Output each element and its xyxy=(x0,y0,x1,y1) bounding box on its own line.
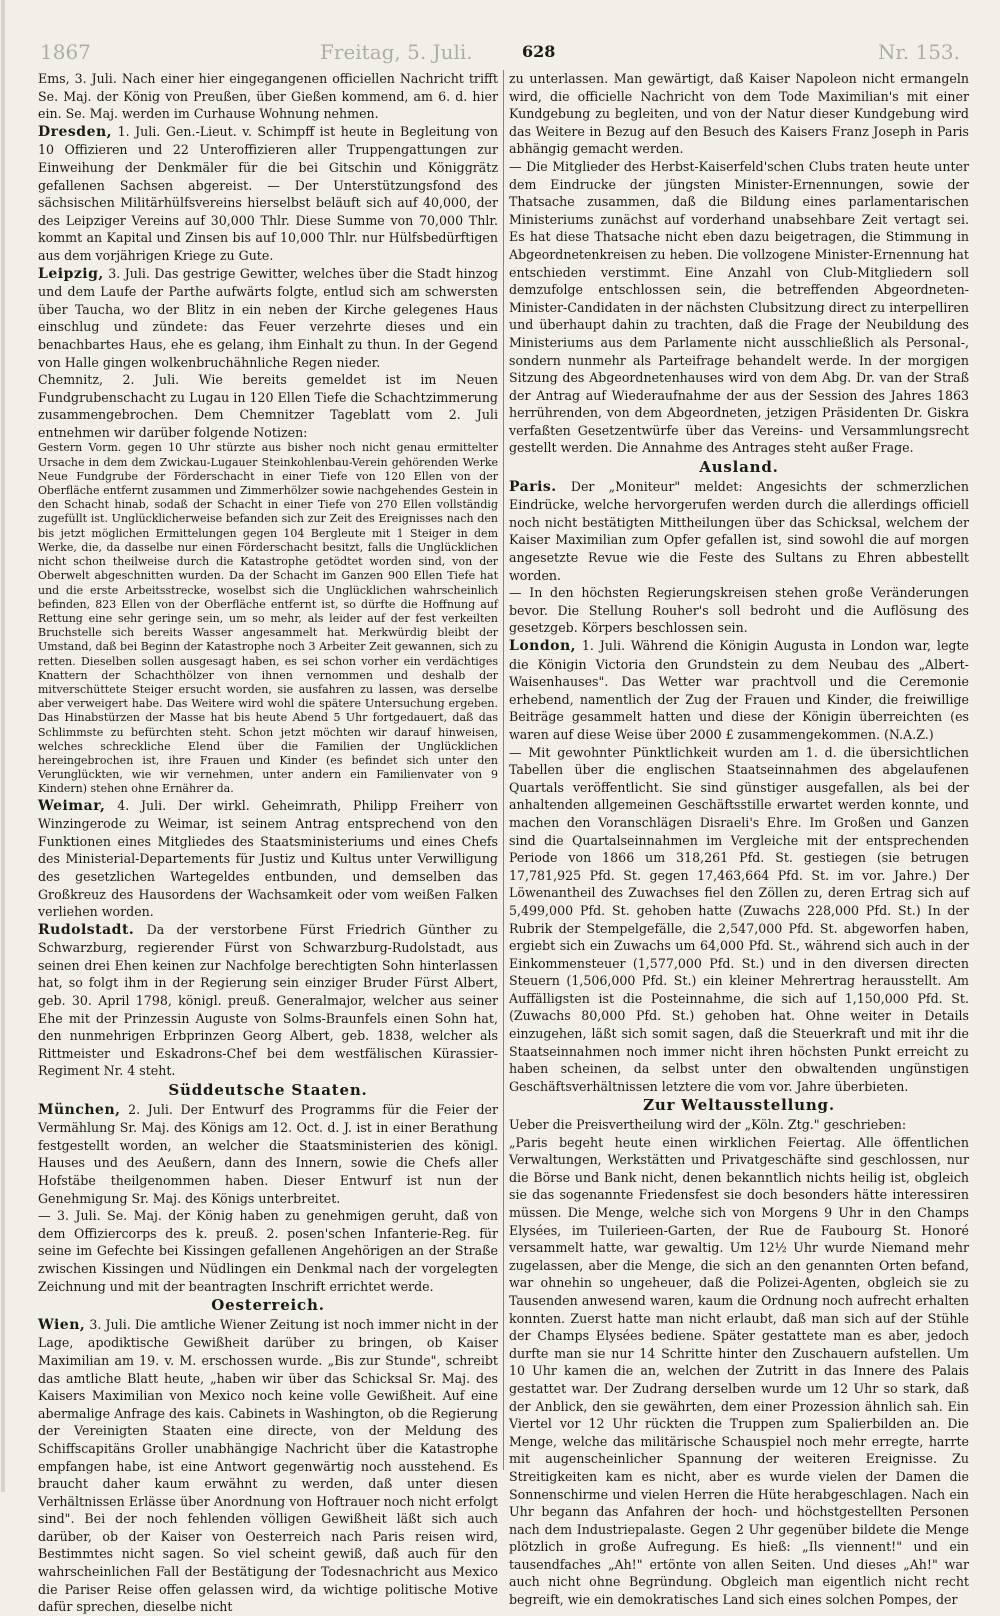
article-rudolstadt xyxy=(38,921,498,1080)
article-muenchen-text: 2. Juli. Der Entwurf des Programms für die Feier der Vermählung Sr. Maj. des Königs am 12. Oct. d. J. ist in einer Berathung festgestellt worden, an welcher die Staatsministerien des königl. Hauses und des Aeußern, dann des Innern, sowie die Chefs aller Hofstäbe theilgenommen haben. Dieser Entwurf ist nun der Genehmigung Sr. Maj. des Königs unterbreitet. xyxy=(38,1101,498,1206)
page-edge xyxy=(1,0,5,1492)
dateline-rudolstadt: Rudolstadt. xyxy=(38,921,135,938)
header-year: 1867 xyxy=(40,40,91,64)
article-muenchen-2: — 3. Juli. Se. Maj. der König haben zu genehmigen geruht, daß von dem Offiziercorps des k. preuß. 2. posen'schen Infanterie-Reg. für seine im Gefechte bei Kissingen gefallenen Angehörigen an der Straße zwischen Kissingen und Nüdlingen ein Denkmal nach der vorgelegten Zeichnung und mit der beantragten Inschrift errichtet werde. xyxy=(38,1208,498,1294)
article-leipzig-text: 3. Juli. Das gestrige Gewitter, welches über die Stadt hinzog und dem Laufe der Parthe aufwärts folgte, entlud sich am schwersten über Taucha, wo der Blitz in ein neben der Kirche gelegenes Haus einschlug und zündete: das Feuer verzehrte dieses und ein benachbartes Haus, ehe es gelang, ihm Einhalt zu thun. In der Gegend von Halle gingen wolkenbruchähnliche Regen nieder. xyxy=(38,265,498,370)
dateline-paris: Paris. xyxy=(509,478,557,495)
section-heading-sueddeutsche: Süddeutsche Staaten. xyxy=(168,1081,368,1100)
article-chemnitz: Chemnitz, 2. Juli. Wie bereits gemeldet ist im Neuen Fundgrubenschacht zu Lugau in 120 Ellen Tiefe die Schachtzimmerung zusammengebrochen. Dem Chemnitzer Tageblatt vom 2. Juli entnehmen wir darüber folgende Notizen: xyxy=(38,372,498,440)
article-wien-text: 3. Juli. Die amtliche Wiener Zeitung ist noch immer nicht in der Lage, apodiktische Gewißheit darüber zu bringen, ob Kaiser Maximilian am 19. v. M. erschossen wurde. „Bis zur Stunde", schreibt das amtliche Blatt heute, „haben wir über das Schicksal Sr. Maj. des Kaisers Maximilian von Mexico noch keine volle Gewißheit. Auf eine abermalige Anfrage des kais. Cabinets in Washington, ob die Regierung der Vereinigten Staaten eine directe, von der Meldung des Schiffscapitäns Groller unabhängige Nachricht über die Katastrophe empfangen habe, ist eine Antwort gegenwärtig noch ausstehend. Es braucht daher kaum erwähnt zu werden, daß unter diesen Verhältnissen Erlässe über Anordnung von Hoftrauer noch nicht erfolgt sind". Bei der noch fehlenden völligen Gewißheit läßt sich auch darüber, ob der Kaiser von Oesterreich nach Paris reisen wird, Bestimmtes nicht sagen. So viel scheint gewiß, daß auch für den wahrscheinlichen Fall der Bestätigung der Todesnachricht aus Mexico die Pariser Reise offen gelassen wird, da wichtige politische Motive dafür sprechen, dieselbe nicht xyxy=(38,1316,498,1615)
article-clubs: — Die Mitglieder des Herbst-Kaiserfeld'schen Clubs traten heute unter dem Eindrucke der jüngsten Minister-Ernennungen, sowie der Thatsache zusammen, daß die Bildung eines parlamentarischen Ministeriums zunächst auf vorderhand unabsehbare Zeit vertagt sei. Es hat diese Thatsache nicht eben dazu beigetragen, die Stimmung in Abgeordnetenkreisen zu heben. Die vollzogene Minister-Ernennung hat entschieden verstimmt. Eine Anzahl von Club-Mitgliedern soll demzufolge entschlossen sein, die betreffenden Abgeordneten-Minister-Candidaten in der nächsten Clubsitzung direct zu interpelliren und überhaupt dahin zu trachten, daß die Frage der Neubildung des Ministeriums aus dem Parlamente nicht ausschließlich als Personal-, sondern nunmehr als Parteifrage behandelt werde. In der morgigen Sitzung des Abgeordnetenhauses wird von dem Abg. Dr. van der Straß der Antrag auf Wiederaufnahme der aus der Session des Jahres 1863 herrührenden, von dem Abgeordneten, jetzigen Präsidenten Dr. Giskra verfaßten Gesetzentwürfe über das Vereins- und Versammlungsrecht gestellt werden. Die Annahme des Antrages steht außer Frage. xyxy=(509,158,970,456)
article-preisvertheilung: „Paris begeht heute einen wirklichen Feiertag. Alle öffentlichen Verwaltungen, Werkstätten und Privatgeschäfte sind geschlossen, nur die Börse und Bank nicht, denen bekanntlich nichts heilig ist, obgleich sie das sogenannte Friedensfest sie doch besonders hätte interessiren müssen. Die Menge, welche sich von Morgens 9 Uhr in den Champs Elysées, im Tuilerieen-Garten, der Rue de Faubourg St. Honoré versammelt hatte, war gewaltig. Um 12½ Uhr wurde Niemand mehr zugelassen, aber die Menge, die sich an den genannten Orten befand, war ohnehin so ungeheuer, daß die Polizei-Agenten, obgleich sie zu Tausenden anwesend waren, kaum die Ordnung noch aufrecht erhalten konnten. Zuerst hatte man nicht erlaubt, daß man sich auf der Stühle der Champs Elysées bediene. Später gestattete man es aber, jedoch durfte man sie nur 14 Schritte hinter den Zuschauern aufstellen. Um 10 Uhr kamen die an, welchen der Zutritt in das Innere des Palais gestattet war. Der Zudrang derselben wurde um 12 Uhr so stark, daß der Anblick, den sie gewährten, dem einer Prozession ähnlich sah. Ein Viertel vor 12 Uhr rückten die Truppen zum Spalierbilden an. Die Menge, welche das militärische Schauspiel noch mehr erregte, harrte mit augenscheinlicher Spannung der weiteren Ereignisse. Zu Streitigkeiten kam es nicht, aber es wurde vielen der Damen die Sonnenschirme und vielen Herren die Hüte herabgeschlagen. Nach ein Uhr begann das Anfahren der hoch- und höchstgestellten Personen nach dem Industriepalaste. Gegen 2 Uhr gegenüber bildete die Menge plötzlich in große Aufregung. Es hieß: „Ils viennent!" und ein tausendfaches „Ah!" ertönte von allen Seiten. Und dieses „Ah!" war auch nicht ohne Begründung. Obgleich man eigentlich nicht recht begreift, wie ein demokratisches Land sich eines solchen Pompes, der xyxy=(509,1134,969,1608)
dateline-leipzig: Leipzig, xyxy=(38,265,104,282)
dateline-london: London, xyxy=(509,638,577,654)
page-number: 628 xyxy=(522,42,556,61)
dateline-muenchen: München, xyxy=(38,1101,121,1118)
article-preisvertheilung-intro: Ueber die Preisvertheilung wird der „Köln. Ztg." geschrieben: xyxy=(509,1117,907,1133)
right-column xyxy=(509,70,970,1608)
article-paris-2: — In den höchsten Regierungskreisen stehen große Veränderungen bevor. Die Stellung Rouher's soll bedroht und die Auflösung des gesetzgeb. Körpers beschlossen sein. xyxy=(509,585,969,636)
section-heading-oesterreich: Oesterreich. xyxy=(211,1296,325,1315)
article-dresden xyxy=(38,123,498,265)
article-dresden-text: 1. Juli. Gen.-Lieut. v. Schimpff ist heute in Begleitung von 10 Offizieren und 22 Unteroffizieren aller Truppengattungen zur Einweihung der Denkmäler für die bei Gitschin und Königgrätz gefallenen Sachsen abgereist. — Der Unterstützungsfond des sächsischen Militärhülfsvereins hierselbst beläuft sich auf 40,000, der des Leipziger Vereins auf 30,000 Thlr. Diese Summe von 70,000 Thlr. kommt an Kapital und Zinsen bis auf 10,000 Thlr. nur Hülfsbedürftigen aus dem vorjährigen Kriege zu Gute. xyxy=(38,123,498,263)
left-column xyxy=(38,70,498,1615)
article-wien-continued: zu unterlassen. Man gewärtigt, daß Kaiser Napoleon nicht ermangeln wird, die officielle Nachricht von dem Tode Maximilian's mit einer Kundgebung zu begleiten, und von der Natur dieser Kundgebung wird das Weitere in Bezug auf den Besuch des Kaisers Franz Joseph in Paris abhängig gemacht werden. xyxy=(509,71,969,157)
article-london-text: 1. Juli. Während die Königin Augusta in London war, legte die Königin Victoria den Grundstein zu dem Neubau des „Albert-Waisenhauses". Das Wetter war prachtvoll und die Ceremonie erhebend, namentlich der Zug der Frauen und Kinder, die freiwillige Beiträge gesammelt hatten und diese der Königin überreichten (es waren auf diese Weise über 2000 £ zusammengekommen. (N.A.Z.) xyxy=(509,638,969,742)
article-paris xyxy=(509,478,969,585)
article-ems: Ems, 3. Juli. Nach einer hier eingegangenen officiellen Nachricht trifft Se. Maj. der König von Preußen, über Gießen kommend, am 6. d. hier ein. Se. Maj. werden im Curhause Wohnung nehmen. xyxy=(38,71,498,122)
article-rudolstadt-text: Da der verstorbene Fürst Friedrich Günther zu Schwarzburg, regierender Fürst von Schwarzburg-Rudolstadt, aus seinen drei Ehen keinen zur Nachfolge berechtigten Sohn hinterlassen hat, so folgt ihm in der Regierung sein einziger Bruder Fürst Albert, geb. 30. April 1798, königl. preuß. Generalmajor, welcher aus seiner Ehe mit der Prinzessin Auguste von Solms-Braunfels einen Sohn hat, den nunmehrigen Erbprinzen Georg Albert, geb. 1838, welcher als Rittmeister und Eskadrons-Chef bei dem westfälischen Kürassier-Regiment Nr. 4 steht. xyxy=(38,921,498,1079)
article-wien xyxy=(38,1316,498,1616)
article-muenchen xyxy=(38,1101,498,1208)
section-heading-weltausstellung: Zur Weltausstellung. xyxy=(643,1096,835,1115)
article-paris-text: Der „Moniteur" meldet: Angesichts der schmerzlichen Eindrücke, welche hervorgerufen werden durch die allerdings officiell noch nicht bestätigten Mittheilungen über das Schicksal, welchem der Kaiser Maximilian zum Opfer gefallen ist, sind sowohl die auf morgen angesetzte Revue wie die Feste des Sultans zu Ehren abbestellt worden. xyxy=(509,478,969,583)
article-london xyxy=(509,637,969,744)
section-heading-ausland: Ausland. xyxy=(699,458,779,477)
article-weimar xyxy=(38,797,498,921)
dateline-wien: Wien, xyxy=(38,1316,86,1333)
article-weimar-text: 4. Juli. Der wirkl. Geheimrath, Philipp Freiherr von Winzingerode zu Weimar, ist seinem Antrag entsprechend von den Funktionen eines Mitgliedes des Staatsministeriums und eines Chefs des Ministerial-Departements für Justiz und Kultus unter Verwilligung des gesetzlichen Wartegeldes entbunden, und demselben das Großkreuz des Hausordens der Wachsamkeit oder vom weißen Falken verliehen worden. xyxy=(38,797,498,920)
header-day: Freitag, 5. Juli. xyxy=(320,40,473,64)
issue-number: Nr. 153. xyxy=(877,40,960,64)
article-staatseinnahmen: — Mit gewohnter Pünktlichkeit wurden am 1. d. die übersichtlichen Tabellen über die englischen Staatseinnahmen des abgelaufenen Quartals veröffentlicht. Sie sind günstiger ausgefallen, als bei der anhaltenden allgemeinen Geschäftsstille erwartet werden konnte, und machen den Voranschlägen Disraeli's Ehre. Im Großen und Ganzen sind die Quartalseinnahmen im Vergleiche mit der entsprechenden Periode von 1866 um 318,261 Pfd. St. gestiegen (sie betrugen 17,781,925 Pfd. St. gegen 17,463,664 Pfd. St. im vor. Jahre.) Der Löwenantheil des Zuwachses fiel den Zöllen zu, deren Ertrag sich auf 5,499,000 Pfd. St. gehoben hatte (Zuwachs 228,000 Pfd. St.) In der Rubrik der Stempelgefälle, die 2,547,000 Pfd. St. abgeworfen haben, ergiebt sich ein Zuwachs um 64,000 Pfd. St., während sich auch in der Einkommensteuer (1,577,000 Pfd. St.) und in den diversen directen Steuern (1,506,000 Pfd. St.) ein kleiner Mehrertrag herausstellt. Am Auffälligsten ist die Posteinnahme, die sich auf 1,150,000 Pfd. St. (Zuwachs 80,000 Pfd. St.) gehoben hat. Ohne weiter in Details einzugehen, läßt sich somit sagen, daß die Steuerkraft und mit ihr die Staatseinnahmen noch immer nicht ihren höchsten Punkt erreicht zu haben scheinen, da selbst unter den obwaltenden ungünstigen Geschäftsverhältnissen letztere die vom vor. Jahre überbieten. xyxy=(509,744,969,1094)
dateline-weimar: Weimar, xyxy=(38,797,106,814)
article-leipzig xyxy=(38,265,498,372)
dateline-dresden: Dresden, xyxy=(38,123,113,140)
page-header xyxy=(40,40,960,68)
article-chemnitz-quote: Gestern Vorm. gegen 10 Uhr stürzte aus bisher noch nicht genau ermittelter Ursache in dem dem Zwickau-Lugauer Steinkohlenbau-Verein gehörenden Werke Neue Fundgrube der Förderschacht in einer Tiefe von 120 Ellen von der Oberfläche entfernt zusammen und Zimmerhölzer sowie nachgehendes Gestein in den Schacht hinab, sodaß der Schacht in einer Tiefe von 270 Ellen vollständig zugefüllt ist. Unglücklicherweise befanden sich zur Zeit des Ereignisses nach den bis jetzt möglichen Ermittelungen gegen 104 Bergleute mit 1 Steiger in dem Werke, die, da dasselbe nur einen Förderschacht besitzt, falls die Unglücklichen nicht schon theilweise durch die Katastrophe getödtet worden sind, von der Oberwelt abgeschnitten wurden. Da der Schacht im Ganzen 900 Ellen Tiefe hat und die erste Arbeitsstrecke, woselbst sich die Unglücklichen wahrscheinlich befinden, 823 Ellen von der Oberfläche entfernt ist, so dürfte die Hoffnung auf Rettung eine sehr geringe sein, um so mehr, als leider auf der fest verkeilten Bruchstelle sich bereits Wasser angesammelt hat. Merkwürdig bleibt der Umstand, daß bei Beginn der Katastrophe noch 3 Arbeiter Zeit gewannen, sich zu retten. Dieselben sollen ausgesagt haben, es sei schon vorher ein verdächtiges Knattern der Schachthölzer von ihnen vernommen und deshalb der mitverschüttete Steiger ersucht worden, sie ausfahren zu lassen, was derselbe aber verweigert habe. Das Weitere wird wohl die spätere Untersuchung ergeben. Das Hinabstürzen der Masse hat bis heute Abend 5 Uhr fortgedauert, daß das Schlimmste zu befürchten steht. Schon jetzt möchten wir darauf hinweisen, welches schreckliche Elend über die Familien der Unglücklichen hereingebrochen ist, ihre Frauen und Kinder (es befindet sich unter den Verunglückten, wie wir vernehmen, unter andern ein Familienvater von 9 Kindern) stehen ohne Ernährer da. xyxy=(38,441,498,796)
column-divider xyxy=(503,70,504,1470)
